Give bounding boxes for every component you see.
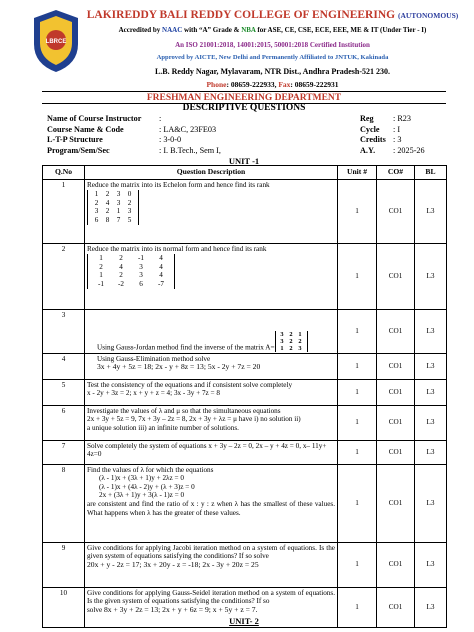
question-description <box>85 243 338 309</box>
question-equation: (λ - 1)x + (4λ - 2)y + (λ + 3)z = 0 <box>99 482 195 491</box>
matrix-cell: 2 <box>105 207 110 216</box>
blooms-level: L3 <box>415 542 447 587</box>
unit-number: 1 <box>338 353 377 379</box>
question-text: Find the values of λ for which the equations <box>87 465 214 474</box>
course-outcome: CO1 <box>377 405 415 440</box>
question-number: 6 <box>43 405 85 440</box>
table-row <box>43 379 447 405</box>
matrix-cell: 3 <box>127 207 132 216</box>
question-description <box>85 464 338 542</box>
fax-label: Fax <box>278 80 291 89</box>
question-description <box>85 179 338 243</box>
matrix-cell: 0 <box>127 190 132 199</box>
unit-number: 1 <box>338 379 377 405</box>
matrix-cell: 7 <box>116 215 121 224</box>
meta-cycle <box>360 125 425 136</box>
table-row <box>43 405 447 440</box>
questions-table <box>42 165 447 628</box>
matrix-cell: 4 <box>159 254 163 263</box>
unit-2-heading: UNIT- 2 <box>229 616 259 626</box>
address-line: L.B. Reddy Nagar, Mylavaram, NTR Dist., Andhra Pradesh-521 230. <box>154 67 391 76</box>
question-matrix <box>275 331 308 352</box>
phone-label: Phone <box>206 80 227 89</box>
meta-instructor <box>47 114 221 125</box>
unit-number: 1 <box>338 243 377 309</box>
accreditation-line <box>85 27 460 34</box>
question-text-line: a unique solution iii) an infinite number of solutions. <box>87 423 239 432</box>
matrix-row <box>91 207 135 216</box>
question-text: Using Gauss-Elimination method solve <box>97 354 211 363</box>
question-number: 4 <box>43 353 85 379</box>
fax-value: : 08659-222931 <box>290 80 339 89</box>
accreditation-suffix: for ASE, CE, CSE, ECE, EEE, ME & IT (Under Tier - I) <box>255 26 427 34</box>
matrix-cell: 1 <box>99 254 103 263</box>
unit-number: 1 <box>338 179 377 243</box>
question-text: Using Gauss-Jordan method find the inverse of the matrix A= <box>97 343 275 351</box>
matrix-row <box>91 199 135 208</box>
matrix-cell: 2 <box>119 254 123 263</box>
unit-1-heading: UNIT -1 <box>228 156 260 166</box>
question-text: Reduce the matrix into its normal form and hence find its rank <box>87 244 267 253</box>
unit-number: 1 <box>338 542 377 587</box>
question-text: are consistent and find the ratio of x : y : z when λ has the smallest of these values. What happens when λ has the greater of these values. <box>87 499 335 517</box>
course-outcome: CO1 <box>377 179 415 243</box>
meta-label: A.Y. <box>360 145 376 155</box>
matrix-row <box>91 263 171 272</box>
college-name-line <box>85 10 460 22</box>
question-number: 2 <box>43 243 85 309</box>
meta-value: : LA&C, 23FE03 <box>159 124 217 134</box>
matrix-cell: -1 <box>138 254 144 263</box>
header-unit: Unit # <box>338 166 377 180</box>
question-equation-line <box>87 606 335 615</box>
meta-label: Reg <box>360 114 374 123</box>
meta-credits <box>360 135 425 146</box>
matrix-cell: 1 <box>116 207 121 216</box>
header-description: Question Description <box>85 166 338 180</box>
matrix-cell: 2 <box>127 198 132 207</box>
question-text: solve <box>87 605 104 614</box>
matrix-cell: 1 <box>99 271 103 280</box>
matrix-cell: 4 <box>105 198 110 207</box>
question-number: 7 <box>43 440 85 464</box>
question-text-with-matrix <box>87 331 335 352</box>
meta-label: Credits <box>360 135 386 144</box>
matrix-cell: 2 <box>289 344 293 352</box>
course-outcome: CO1 <box>377 542 415 587</box>
question-text: Reduce the matrix into its Echelon form and hence find its rank <box>87 180 270 189</box>
matrix-cell: 3 <box>298 344 302 352</box>
autonomous-tag: (AUTONOMOUS) <box>397 11 459 20</box>
matrix-cell: 3 <box>139 271 143 280</box>
table-row <box>43 179 447 243</box>
contact-line <box>85 81 460 89</box>
question-number: 1 <box>43 179 85 243</box>
question-equation: 3x + 4y + 5z = 18; 2x - y + 8z = 13; 5x - 2y + 7z = 20 <box>97 362 261 372</box>
meta-program <box>47 146 221 157</box>
blooms-level: L3 <box>415 243 447 309</box>
question-description <box>85 353 338 379</box>
matrix-cell: 1 <box>94 190 99 199</box>
matrix-cell: 2 <box>119 271 123 280</box>
meta-reg <box>360 114 425 125</box>
matrix-cell: 4 <box>159 262 163 271</box>
header-bl: BL <box>415 166 447 180</box>
table-row <box>43 440 447 464</box>
accreditation-prefix: Accredited by <box>118 26 163 34</box>
blooms-level: L3 <box>415 309 447 353</box>
matrix-row <box>91 280 171 289</box>
iso-line: An ISO 21001:2018, 14001:2015, 50001:2018 Certified Institution <box>175 41 370 49</box>
matrix-cell: 5 <box>127 215 132 224</box>
question-equation: x - 2y + 3z = 2; x + y + z = 4; 3x - 3y + 7z = 8 <box>87 389 220 398</box>
unit-number: 1 <box>338 405 377 440</box>
blooms-level: L3 <box>415 353 447 379</box>
meta-label: Program/Sem/Sec <box>47 145 110 155</box>
unit-number: 1 <box>338 464 377 542</box>
table-row <box>43 243 447 309</box>
matrix-cell: 3 <box>139 262 143 271</box>
blooms-level: L3 <box>415 379 447 405</box>
matrix-cell: 3 <box>94 207 99 216</box>
meta-label: L-T-P Structure <box>47 135 103 144</box>
course-outcome: CO1 <box>377 309 415 353</box>
nba-text: NBA <box>241 26 256 34</box>
matrix-cell: 3 <box>116 198 121 207</box>
blooms-level: L3 <box>415 179 447 243</box>
department-title: FRESHMAN ENGINEERING DEPARTMENT <box>146 93 342 103</box>
question-equation: 20x + y - 2z = 17; 3x + 20y - z = -18; 2x - 3y + 20z = 25 <box>87 559 259 569</box>
matrix-cell: 3 <box>280 330 284 338</box>
meta-value: : <box>159 114 162 123</box>
blooms-level: L3 <box>415 587 447 627</box>
course-outcome: CO1 <box>377 587 415 627</box>
question-description <box>85 440 338 464</box>
question-text: Give conditions for applying Gauss-Seidel iteration method on a system of equations. Is the given system of equations satisfying the conditions? If so <box>87 588 335 606</box>
course-outcome: CO1 <box>377 464 415 542</box>
blooms-level: L3 <box>415 464 447 542</box>
meta-ay <box>360 146 425 157</box>
question-description <box>85 309 338 353</box>
course-meta-right <box>360 114 425 156</box>
meta-value: : I. B.Tech., Sem I, <box>159 145 221 155</box>
course-outcome: CO1 <box>377 379 415 405</box>
question-equation: 2x + (3λ + 1)y + 3(λ - 1)z = 0 <box>99 491 185 500</box>
question-description <box>85 379 338 405</box>
matrix-cell: 1 <box>298 330 302 338</box>
header-divider <box>42 91 446 92</box>
unit-number: 1 <box>338 587 377 627</box>
question-number: 10 <box>43 587 85 627</box>
matrix-row <box>91 190 135 199</box>
unit-number: 1 <box>338 309 377 353</box>
logo-text: LBRCE <box>45 39 67 45</box>
matrix-row <box>91 216 135 225</box>
naac-text: NAAC <box>162 26 183 34</box>
matrix-row <box>91 271 171 280</box>
matrix-cell: 6 <box>139 279 143 288</box>
meta-label: Cycle <box>360 124 380 134</box>
meta-value: : 3 <box>393 135 402 144</box>
meta-course <box>47 125 221 136</box>
question-equation: (λ - 1)x + (3λ + 1)y + 2λz = 0 <box>99 474 184 483</box>
course-outcome: CO1 <box>377 243 415 309</box>
meta-label: Name of Course Instructor <box>47 114 142 123</box>
table-row <box>43 464 447 542</box>
matrix-cell: 2 <box>99 262 103 271</box>
meta-ltp <box>47 135 221 146</box>
meta-label: Course Name & Code <box>47 124 124 134</box>
matrix-cell: 2 <box>289 330 293 338</box>
question-matrix <box>87 190 139 224</box>
college-name: LAKIREDDY BALI REDDY COLLEGE OF ENGINEERING <box>86 9 396 21</box>
question-number: 3 <box>43 309 85 353</box>
question-text-line: 2x + 3y + 5z = 9, 7x + 3y – 2z = 8, 2x + 3y + λz = μ have i) no solution ii) <box>87 415 301 424</box>
matrix-cell: -2 <box>118 279 124 288</box>
blooms-level: L3 <box>415 405 447 440</box>
table-row <box>43 542 447 587</box>
course-meta-left <box>47 114 221 156</box>
accreditation-mid: with “A” Grade & <box>182 26 242 34</box>
question-equation: 8x + 3y + 2z = 13; 2x + y + 6z = 9; x + 5y + z = 7. <box>103 604 258 614</box>
course-outcome: CO1 <box>377 353 415 379</box>
phone-value: : 08659-222933, <box>226 80 279 89</box>
table-header-row <box>43 166 447 180</box>
matrix-cell: 4 <box>119 262 123 271</box>
course-outcome: CO1 <box>377 440 415 464</box>
table-row <box>43 309 447 353</box>
question-number: 5 <box>43 379 85 405</box>
question-text: Solve completely the system of equations x + 3y – 2z = 0, 2x – y + 4z = 0, x– 11y+ 4z=0 <box>87 441 327 459</box>
matrix-cell: 2 <box>298 337 302 345</box>
meta-value: : R23 <box>393 114 411 123</box>
matrix-cell: 3 <box>116 190 121 199</box>
matrix-cell: 2 <box>289 337 293 345</box>
matrix-cell: 2 <box>94 198 99 207</box>
question-text: Test the consistency of the equations and if consistent solve completely <box>87 380 293 389</box>
document-title: DESCRIPTIVE QUESTIONS <box>182 103 306 113</box>
table-row <box>43 353 447 379</box>
question-description <box>85 405 338 440</box>
matrix-cell: 6 <box>94 215 99 224</box>
matrix-cell: 4 <box>159 271 163 280</box>
meta-value: : 2025-26 <box>393 145 425 155</box>
header-co: CO# <box>377 166 415 180</box>
matrix-cell: -1 <box>98 279 104 288</box>
question-text: Give conditions for applying Jacobi iteration method on a system of equations. Is the given system of equations satisfying the conditions? If so solve <box>87 543 335 561</box>
meta-value: : 3-0-0 <box>159 135 182 144</box>
matrix-cell: -7 <box>158 279 164 288</box>
matrix-cell: 2 <box>105 190 110 199</box>
question-number: 9 <box>43 542 85 587</box>
question-matrix <box>87 254 175 288</box>
unit-number: 1 <box>338 440 377 464</box>
college-logo <box>30 8 82 74</box>
blooms-level: L3 <box>415 440 447 464</box>
approval-line: Approved by AICTE, New Delhi and Permanently Affiliated to JNTUK, Kakinada <box>156 54 389 61</box>
matrix-cell: 8 <box>105 215 110 224</box>
matrix-cell: 3 <box>280 337 284 345</box>
matrix-cell: 1 <box>280 344 284 352</box>
question-description <box>85 542 338 587</box>
question-text-line: Investigate the values of λ and μ so that the simultaneous equations <box>87 406 281 415</box>
header-qno: Q.No <box>43 166 85 180</box>
meta-value: : I <box>393 124 401 134</box>
matrix-row <box>91 254 171 263</box>
question-number: 8 <box>43 464 85 542</box>
